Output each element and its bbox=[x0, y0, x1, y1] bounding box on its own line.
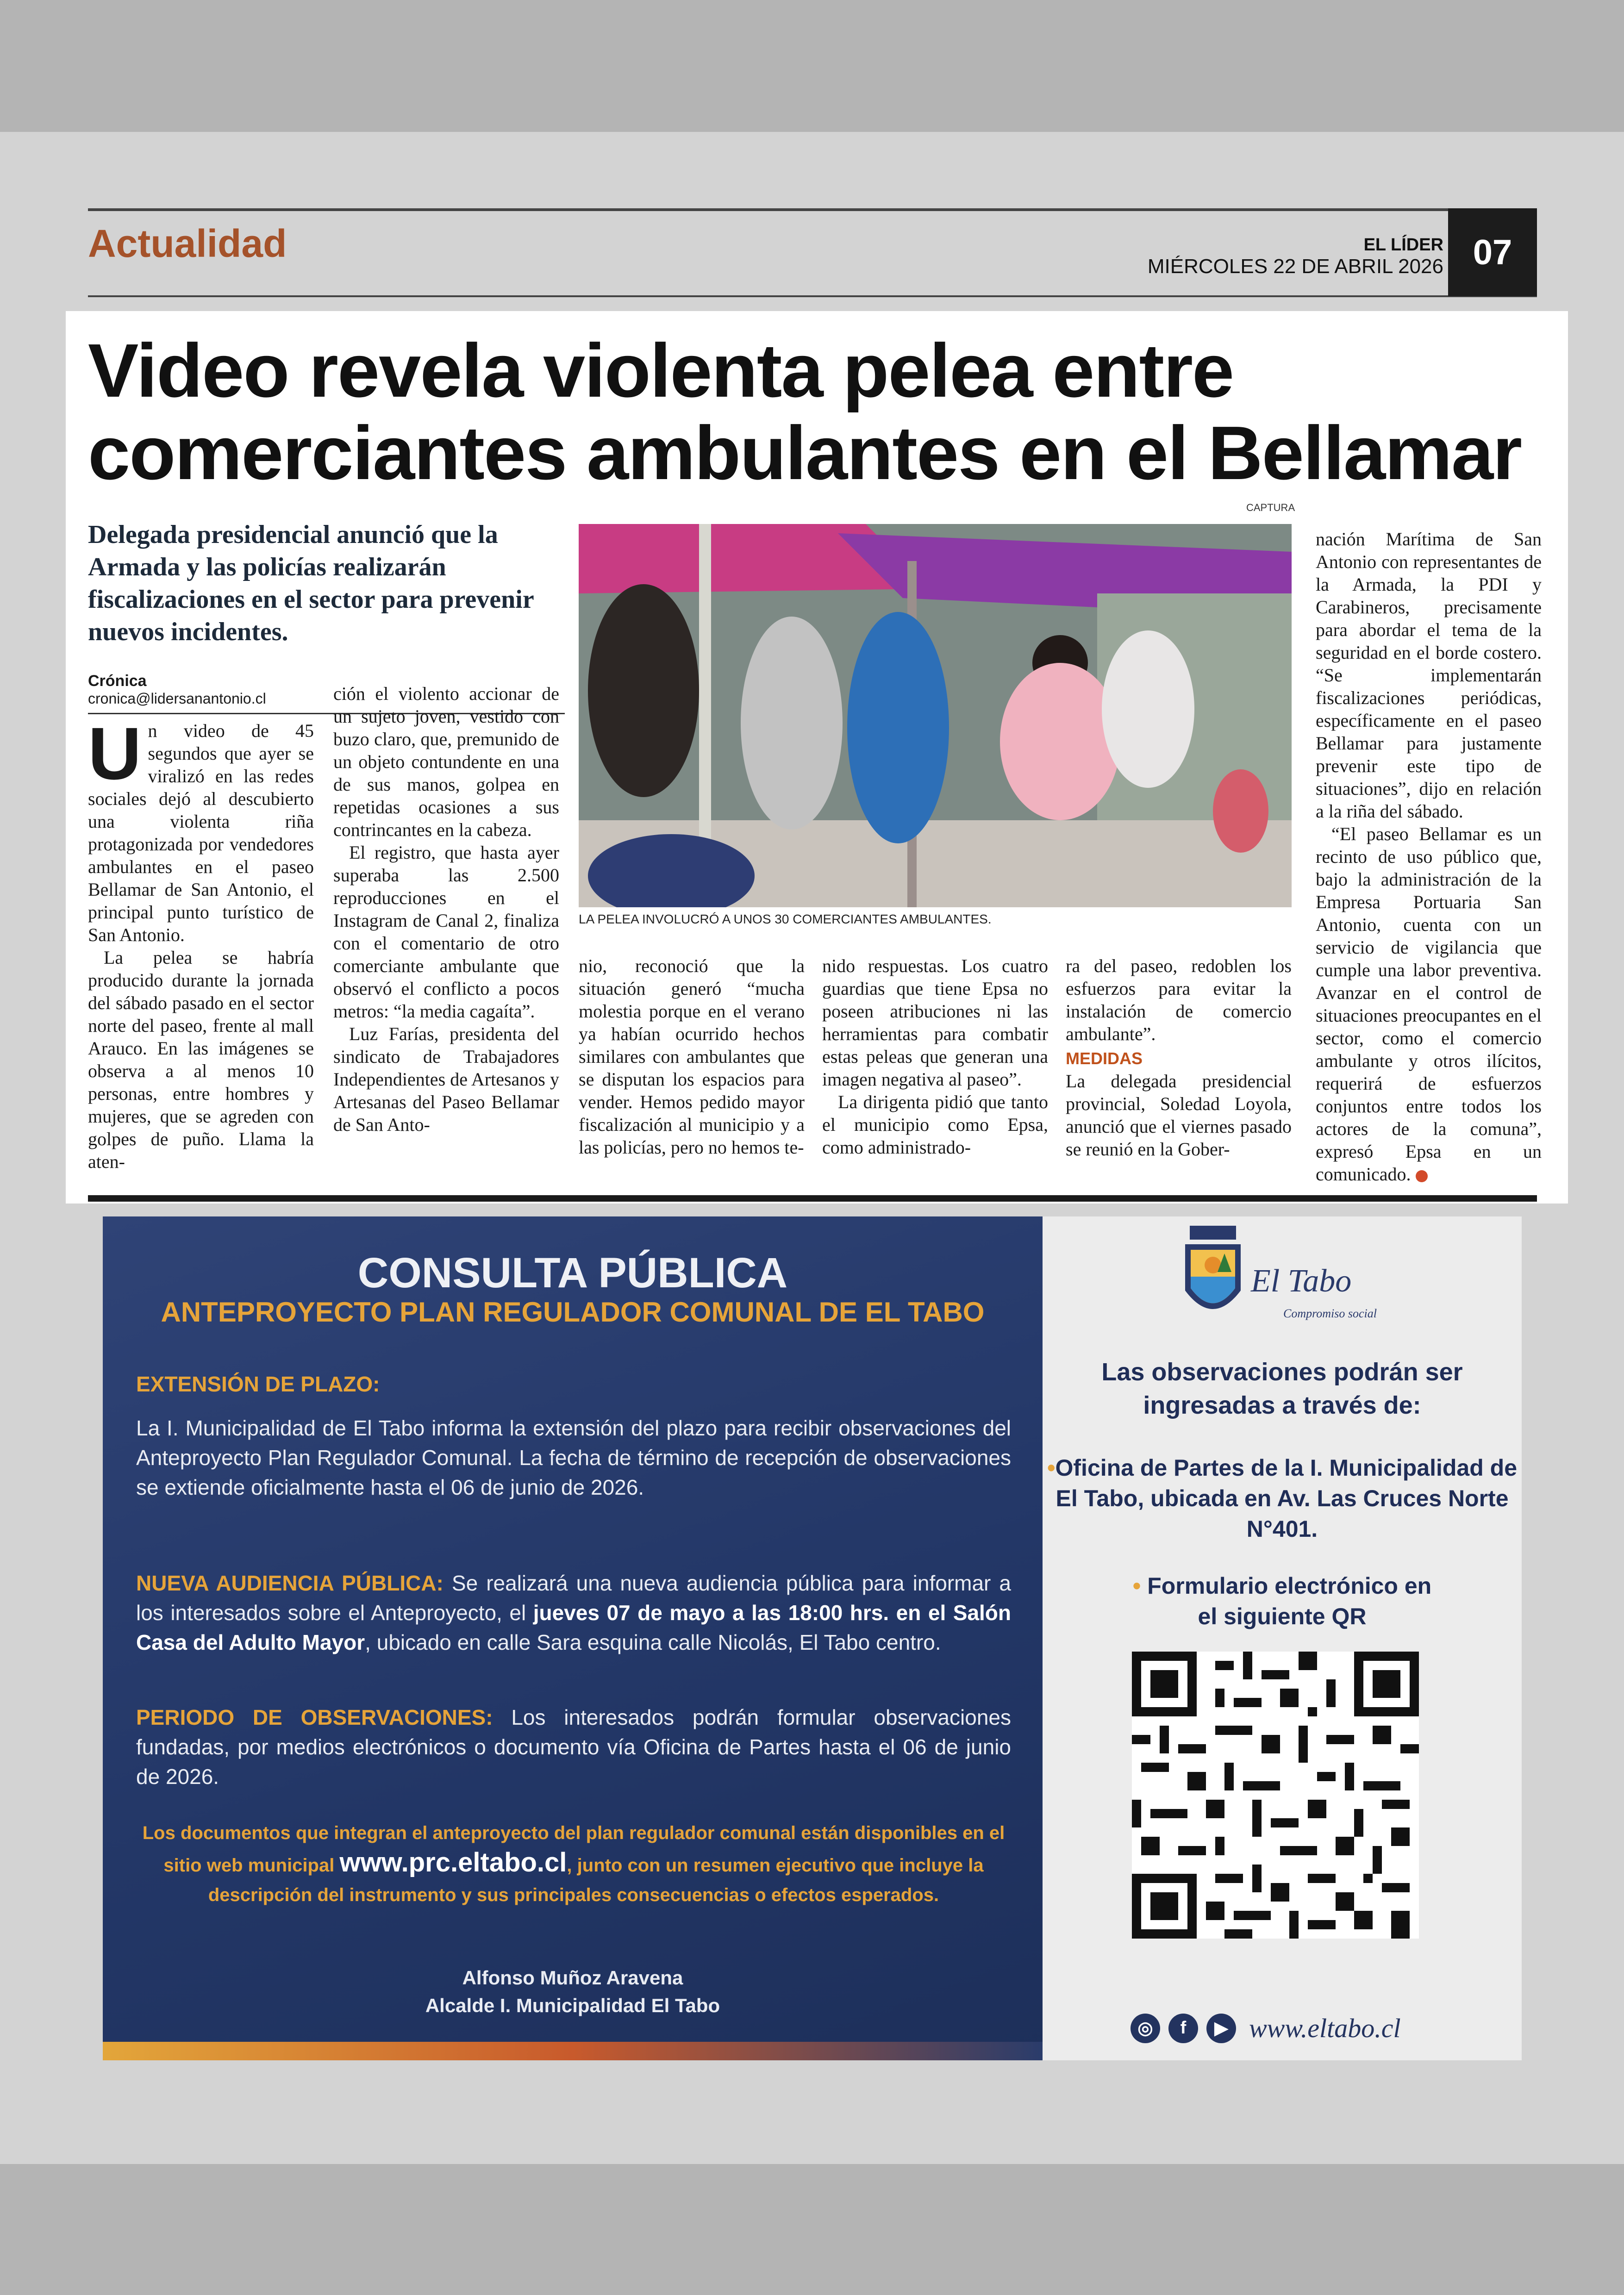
byline-email: cronica@lidersanantonio.cl bbox=[88, 690, 266, 707]
column-5-p1: ra del paseo, redoblen los esfuerzos para evitar la instalación de comercio ambulante”. bbox=[1066, 955, 1292, 1044]
page-number: 07 bbox=[1448, 208, 1537, 296]
logo-name: El Tabo bbox=[1251, 1263, 1352, 1299]
ad-prc-url[interactable]: www.prc.eltabo.cl bbox=[339, 1847, 567, 1877]
column-2-p2: El registro, que hasta ayer superaba las 2.500 reproducciones en el Instagram de Canal 2, finaliza con el comentario de otro comerciante ambulante que observó el conflicto a pocos metros: “la media cagaíta”. bbox=[333, 842, 559, 1022]
ad-signature-title: Alcalde I. Municipalidad El Tabo bbox=[425, 1995, 720, 2016]
header-bottom-rule bbox=[88, 295, 1537, 297]
byline-name: Crónica bbox=[88, 672, 147, 690]
column-5 bbox=[1066, 954, 1292, 1160]
column-4-p1: nido respuestas. Los cuatro guardias que tiene Epsa no poseen atribuciones ni las herramientas para combatir estas peleas que generan una imagen negativa al paseo”. bbox=[822, 955, 1048, 1090]
column-2 bbox=[333, 682, 559, 1136]
qr-code-icon[interactable] bbox=[1132, 1652, 1419, 1939]
subhead-medidas: MEDIDAS bbox=[1066, 1049, 1143, 1068]
column-6-p2: “El paseo Bellamar es un recinto de uso público que, bajo la administración de la Empresa Portuaria San Antonio, cuenta con un servicio de vigilancia que cumple una labor preventiva. Avanzar en el control de situaciones preocupantes en el sector, como el comercio ambulante y otros ilícitos, requerirá de esfuerzos conjuntos entre todos los actores de la comuna”, expresó Epsa en un comunicado. bbox=[1316, 823, 1542, 1185]
separator-bar bbox=[88, 1195, 1537, 1202]
column-3 bbox=[579, 954, 805, 1159]
headline: Video revela violenta pelea entre comerciantes ambulantes en el Bellamar bbox=[88, 328, 1522, 495]
article bbox=[66, 311, 1568, 1204]
facebook-icon[interactable]: f bbox=[1168, 2014, 1198, 2043]
lead-paragraph: Delegada presidencial anunció que la Armada y las policías realizarán fiscalizaciones en el sector para prevenir nuevos incidentes. bbox=[88, 520, 534, 646]
drop-cap: U bbox=[88, 712, 142, 795]
masthead bbox=[1148, 235, 1443, 278]
ad-subtitle: ANTEPROYECTO PLAN REGULADOR COMUNAL DE EL TABO bbox=[161, 1297, 985, 1328]
end-mark-icon bbox=[1416, 1170, 1428, 1182]
photo-caption: LA PELEA INVOLUCRÓ A UNOS 30 COMERCIANTES AMBULANTES. bbox=[579, 912, 992, 926]
column-1-p1: n video de 45 segundos que ayer se viralizó en las redes sociales dejó al descubierto una violenta riña protagonizada por vendedores ambulantes en el paseo Bellamar de San Antonio, el principal punto turístico de San Antonio. bbox=[88, 720, 314, 945]
top-rule bbox=[88, 208, 1537, 211]
fight-scene-image bbox=[579, 524, 1292, 907]
ad-period-label: PERIODO DE OBSERVACIONES: bbox=[136, 1705, 493, 1729]
ad-period: PERIODO DE OBSERVACIONES: Los interesados podrán formular observaciones fundadas, por medios electrónicos o documento vía Oficina de Partes hasta el 06 de junio de 2026. bbox=[136, 1705, 1011, 1789]
logo-tagline: Compromiso social bbox=[1283, 1307, 1377, 1320]
column-1-p2: La pelea se habría producido durante la jornada del sábado pasado en el sector norte del paseo, frente al mall Arauco. En las imágenes se observa a al menos 10 personas, entre hombres y mujeres, que se agreden con golpes de puño. Llama la aten- bbox=[88, 947, 314, 1172]
article-photo bbox=[579, 524, 1292, 907]
ad-signature-name: Alfonso Muñoz Aravena bbox=[462, 1967, 683, 1989]
column-5-p2: La delegada presidencial provincial, Soledad Loyola, anunció que el viernes pasado se reunió en la Gober- bbox=[1066, 1071, 1292, 1160]
paper-name: EL LÍDER bbox=[1363, 235, 1443, 255]
youtube-icon[interactable]: ▶ bbox=[1206, 2014, 1236, 2043]
instagram-icon[interactable]: ◎ bbox=[1131, 2014, 1160, 2043]
ad-bottom-band bbox=[103, 2042, 1043, 2060]
column-1 bbox=[88, 712, 314, 1173]
ad-right-panel bbox=[1043, 1216, 1522, 2060]
column-4 bbox=[822, 954, 1048, 1159]
ad-extension-label: EXTENSIÓN DE PLAZO: bbox=[136, 1372, 380, 1396]
column-2-p1: ción el violento accionar de un sujeto joven, vestido con buzo claro, que, premunido de un objeto contundente en una de sus manos, golpea en repetidas ocasiones a sus contrincantes en la cabeza. bbox=[333, 683, 559, 840]
ad-hearing: NUEVA AUDIENCIA PÚBLICA: Se realizará una nueva audiencia pública para informar a los interesados sobre el Anteproyecto, el jueves 07 de mayo a las 18:00 hrs. en el Salón Casa del Adulto Mayor, ubicado en calle Sara esquina calle Nicolás, El Tabo centro. bbox=[136, 1571, 1012, 1654]
column-3-p1: nio, reconoció que la situación generó “mucha molestia porque en el verano ya habían ocurrido hechos similares con ambulantes que se disputan los espacios para vender. Hemos pedido mayor fiscalización al municipio y a las policías, pero no hemos te- bbox=[579, 955, 805, 1158]
section-title: Actualidad bbox=[88, 222, 287, 265]
column-6-p1: nación Marítima de San Antonio con representantes de la Armada, la PDI y Carabineros, precisamente para abordar el tema de la seguridad en el borde costero. “Se implementarán fiscalizaciones periódicas, específicamente en el paseo Bellamar para justamente prevenir este tipo de situaciones”, dijo en relación a la riña del sábado. bbox=[1316, 529, 1542, 822]
ad-hearing-date: jueves 07 de mayo a las 18:00 hrs. en el Salón Casa del Adulto Mayor bbox=[136, 1601, 1012, 1654]
social-links bbox=[1131, 2013, 1401, 2044]
website-link[interactable]: www.eltabo.cl bbox=[1249, 2013, 1401, 2043]
ad-documents-note: Los documentos que integran el anteproyecto del plan regulador comunal están disponibles en el sitio web municipal www.prc.eltabo.cl, junto con un resumen ejecutivo que incluye la descripción del instrumento y sus principales consecuencias o efectos esperados. bbox=[142, 1823, 1005, 1905]
issue-date: MIÉRCOLES 22 DE ABRIL 2026 bbox=[1147, 255, 1443, 278]
photo-credit: CAPTURA bbox=[1246, 502, 1295, 513]
right-item-office: •Oficina de Partes de la I. Municipalidad de El Tabo, ubicada en Av. Las Cruces Norte N°401. bbox=[1047, 1455, 1518, 1542]
column-4-p2: La dirigenta pidió que tanto el municipio como Epsa, como administrado- bbox=[822, 1091, 1048, 1158]
ad-left-panel bbox=[103, 1216, 1043, 2060]
right-item-form: • Formulario electrónico en el siguiente QR bbox=[1132, 1573, 1432, 1629]
advertisement bbox=[103, 1216, 1522, 2060]
el-tabo-crest-icon bbox=[1181, 1226, 1245, 1328]
ad-hearing-label: NUEVA AUDIENCIA PÚBLICA: bbox=[136, 1571, 443, 1595]
column-2-p3: Luz Farías, presidenta del sindicato de Trabajadores Independientes de Artesanos y Artesanas del Paseo Bellamar de San Anto- bbox=[333, 1023, 559, 1135]
ad-title: CONSULTA PÚBLICA bbox=[357, 1249, 788, 1297]
column-6 bbox=[1316, 528, 1542, 1185]
ad-extension-text: La I. Municipalidad de El Tabo informa la extensión del plazo para recibir observaciones del Anteproyecto Plan Regulador Comunal. La fecha de término de recepción de observaciones se extiende oficialmente hasta el 06 de junio de 2026. bbox=[136, 1416, 1011, 1499]
right-heading: Las observaciones podrán ser ingresadas a través de: bbox=[1101, 1358, 1463, 1419]
